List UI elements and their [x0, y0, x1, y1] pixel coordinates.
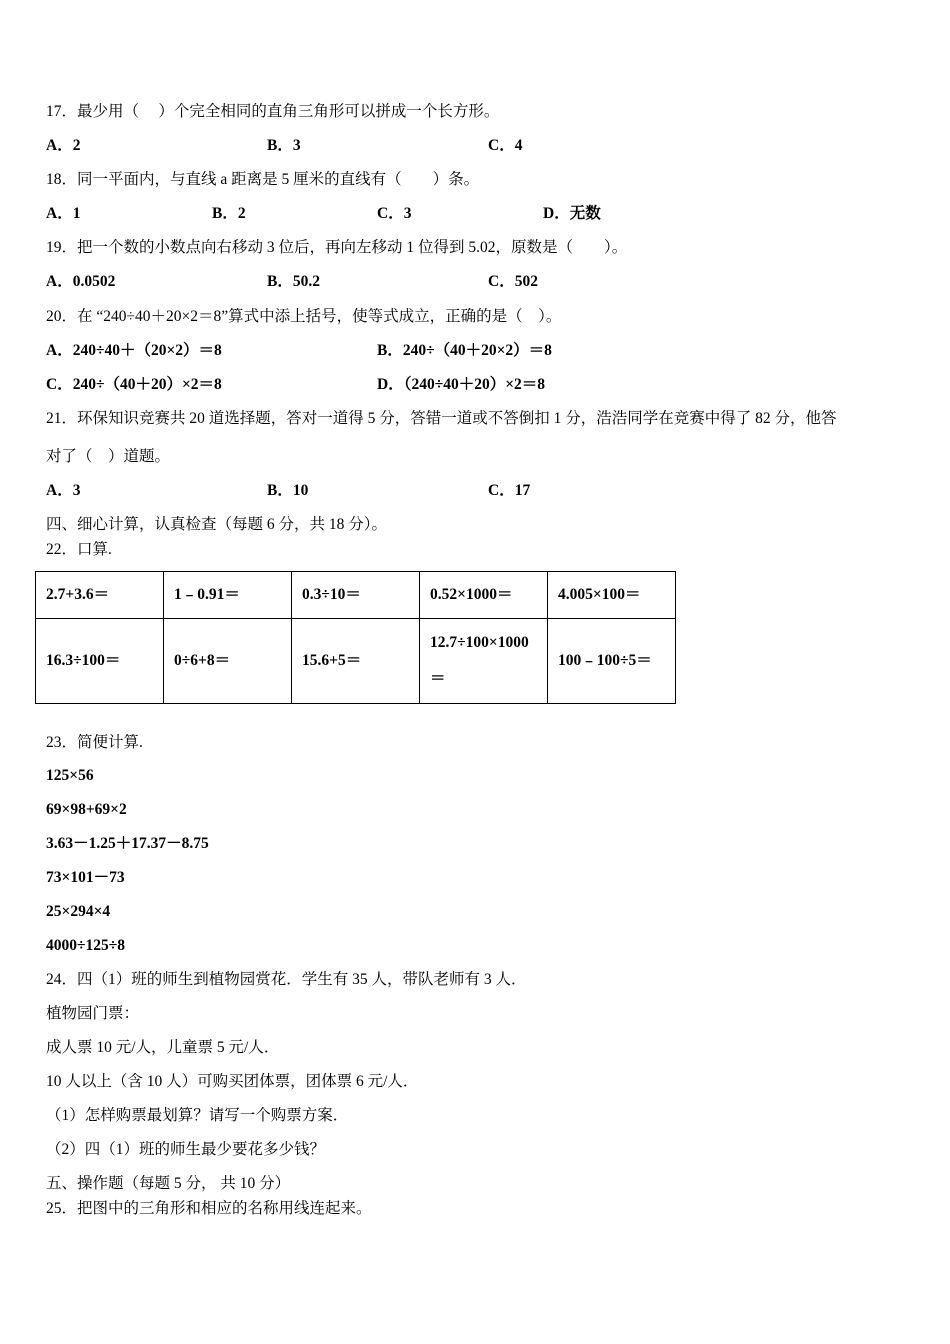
- q23-item: 4000÷125÷8: [46, 937, 126, 954]
- q20-option-b: B．240÷（40＋20×2）＝8: [377, 342, 552, 359]
- q17-option-a: A．2: [46, 137, 81, 154]
- q18-option-a: A．1: [46, 205, 81, 222]
- q20-stem: 20．在 “240÷40＋20×2＝8”算式中添上括号，使等式成立，正确的是（ ）。: [46, 308, 562, 325]
- q20-option-c: C．240÷（40＋20）×2＝8: [46, 376, 222, 393]
- q24-line: 10 人以上（含 10 人）可购买团体票，团体票 6 元/人．: [46, 1073, 419, 1090]
- q21-option-a: A．3: [46, 482, 81, 499]
- q21-stem-line1: 21．环保知识竞赛共 20 道选择题，答对一道得 5 分，答错一道或不答倒扣 1 分，浩浩同学在竞赛中得了 82 分，他答: [46, 410, 837, 427]
- q23-item: 3.63－1.25＋17.37－8.75: [46, 835, 209, 852]
- calc-cell: 100﹣100÷5＝: [548, 619, 676, 704]
- calc-cell-line1: 12.7÷100×1000: [430, 634, 529, 651]
- calc-cell: 0.52×1000＝: [420, 572, 548, 619]
- q20-option-a: A．240÷40＋（20×2）＝8: [46, 342, 222, 359]
- q23-item: 69×98+69×2: [46, 801, 127, 818]
- q18-option-d: D．无数: [543, 205, 601, 222]
- q19-option-c: C．502: [488, 273, 538, 290]
- q23-stem: 23．简便计算.: [46, 734, 143, 751]
- q17-option-c: C．4: [488, 137, 523, 154]
- q24-subquestion-2: （2）四（1）班的师生最少要花多少钱？: [46, 1141, 326, 1158]
- q24-stem: 24．四（1）班的师生到植物园赏花．学生有 35 人，带队老师有 3 人．: [46, 971, 527, 988]
- calc-cell: 16.3÷100＝: [36, 619, 164, 704]
- q21-stem-line2: 对了（ ）道题。: [46, 448, 171, 465]
- q21-option-c: C．17: [488, 482, 531, 499]
- calc-cell: 2.7+3.6＝: [36, 572, 164, 619]
- table-row: [36, 572, 676, 619]
- section4-heading: 四、细心计算，认真检查（每题 6 分，共 18 分）。: [46, 516, 388, 533]
- calc-cell: 1﹣0.91＝: [164, 572, 292, 619]
- q24-line: 植物园门票：: [46, 1005, 140, 1022]
- q24-line: 成人票 10 元/人，儿童票 5 元/人．: [46, 1039, 280, 1056]
- calc-cell-line2: ＝: [430, 670, 446, 687]
- q21-option-b: B．10: [267, 482, 309, 499]
- calc-cell: 4.005×100＝: [548, 572, 676, 619]
- q23-item: 25×294×4: [46, 903, 111, 920]
- q23-item: 73×101－73: [46, 869, 125, 886]
- q22-stem: 22．口算.: [46, 541, 112, 558]
- q18-stem: 18．同一平面内，与直线 a 距离是 5 厘米的直线有（ ）条。: [46, 171, 480, 188]
- table-row: [36, 619, 676, 704]
- q20-option-d: D．（240÷40＋20）×2＝8: [377, 376, 546, 393]
- oral-calc-table: [35, 571, 676, 704]
- q25-stem: 25．把图中的三角形和相应的名称用线连起来。: [46, 1200, 372, 1217]
- q23-item: 125×56: [46, 767, 94, 784]
- calc-cell: 15.6+5＝: [292, 619, 420, 704]
- q19-stem: 19．把一个数的小数点向右移动 3 位后，再向左移动 1 位得到 5.02，原数是（ ）。: [46, 239, 628, 256]
- q17-option-b: B．3: [267, 137, 301, 154]
- calc-cell: 0÷6+8＝: [164, 619, 292, 704]
- q18-option-b: B．2: [212, 205, 246, 222]
- calc-cell: 0.3÷10＝: [292, 572, 420, 619]
- q19-option-b: B．50.2: [267, 273, 320, 290]
- section5-heading: 五、操作题（每题 5 分， 共 10 分）: [46, 1175, 291, 1192]
- q18-option-c: C．3: [377, 205, 412, 222]
- q17-stem: 17．最少用（ ）个完全相同的直角三角形可以拼成一个长方形。: [46, 103, 500, 120]
- calc-cell-wrapped: [420, 619, 548, 704]
- q19-option-a: A．0.0502: [46, 273, 116, 290]
- q24-subquestion-1: （1）怎样购票最划算？请写一个购票方案．: [46, 1107, 349, 1124]
